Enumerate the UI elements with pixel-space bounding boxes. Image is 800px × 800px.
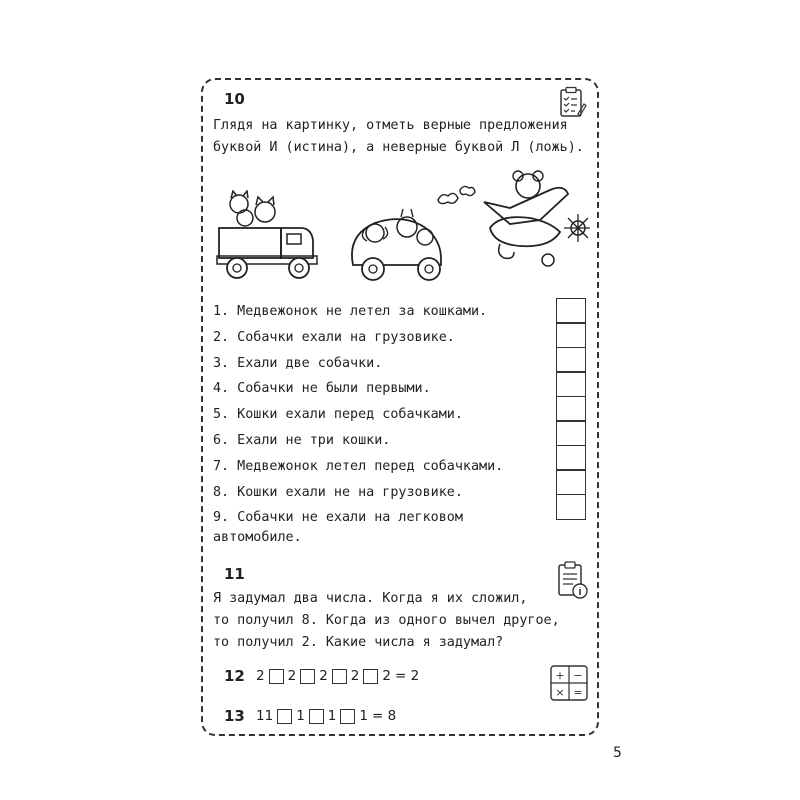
task12-term-3: 2 [319, 668, 328, 684]
calculator-icon [550, 665, 588, 701]
statement-8: 8. Кошки ехали не на грузовике. [213, 484, 463, 500]
task12-operator-box-2[interactable] [300, 669, 315, 684]
task-number-11: 11 [224, 565, 245, 583]
task12-term-1: 2 [256, 668, 265, 684]
answer-box-1[interactable] [556, 298, 586, 324]
task10-instruction-line1: Глядя на картинку, отметь верные предложения [213, 118, 568, 133]
plus-sign: + [555, 669, 565, 682]
task13-equation [256, 708, 396, 724]
task13-result: = 8 [371, 708, 397, 724]
task13-term-1: 11 [256, 708, 274, 724]
task11-line1: Я задумал два числа. Когда я их сложил, [213, 591, 528, 606]
task12-equation [256, 668, 419, 684]
statement-6: 6. Ехали не три кошки. [213, 433, 391, 448]
task13-operator-box-2[interactable] [309, 709, 324, 724]
task12-result: = 2 [394, 668, 420, 684]
task10-instruction-line2: буквой И (истина), а неверные буквой Л (ложь). [213, 140, 584, 155]
checklist-icon [559, 86, 587, 118]
task12-term-2: 2 [287, 668, 297, 684]
task12-term-5: 2 [382, 668, 391, 684]
answer-box-8[interactable] [556, 469, 586, 495]
task-number-10: 10 [224, 90, 245, 108]
page-number: 5 [613, 745, 622, 761]
answer-box-4[interactable] [556, 371, 586, 397]
clipboard-info-icon [557, 560, 589, 600]
task13-term-3: 1 [327, 708, 337, 724]
task11-line2: то получил 8. Когда из одного вычел другое, [213, 613, 560, 628]
bear-plane-illustration [430, 168, 590, 273]
minus-sign: − [573, 669, 583, 682]
truck-with-kittens-illustration [215, 190, 325, 285]
task12-operator-box-3[interactable] [332, 669, 347, 684]
task11-line3: то получил 2. Какие числа я задумал? [213, 635, 504, 650]
task13-operator-box-1[interactable] [277, 709, 292, 724]
equals-sign: = [573, 686, 583, 699]
answer-box-7[interactable] [556, 445, 586, 471]
task-number-12: 12 [224, 667, 245, 685]
answer-box-9[interactable] [556, 494, 586, 520]
answer-box-6[interactable] [556, 420, 586, 446]
answer-box-5[interactable] [556, 396, 586, 422]
task12-operator-box-4[interactable] [363, 669, 378, 684]
times-sign: × [555, 686, 565, 699]
statement-9-continuation: автомобиле. [213, 530, 302, 545]
answer-box-2[interactable] [556, 322, 586, 348]
answer-boxes [556, 299, 586, 520]
task-number-13: 13 [224, 707, 245, 725]
statement-5: 5. Кошки ехали перед собачками. [213, 407, 463, 423]
task13-operator-box-3[interactable] [340, 709, 355, 724]
statement-1: 1. Медвежонок не летел за кошками. [213, 304, 488, 319]
statement-3: 3. Ехали две собачки. [213, 355, 383, 371]
answer-box-3[interactable] [556, 347, 586, 373]
statement-4: 4. Собачки не были первыми. [213, 381, 431, 397]
statement-9: 9. Собачки не ехали на легковом [213, 510, 463, 526]
statement-2: 2. Собачки ехали на грузовике. [213, 329, 455, 345]
task13-term-4: 1 [359, 708, 368, 724]
task13-term-2: 1 [296, 708, 305, 724]
task12-term-4: 2 [350, 668, 360, 684]
task12-operator-box-1[interactable] [269, 669, 284, 684]
statement-7: 7. Медвежонок летел перед собачками. [213, 458, 504, 474]
